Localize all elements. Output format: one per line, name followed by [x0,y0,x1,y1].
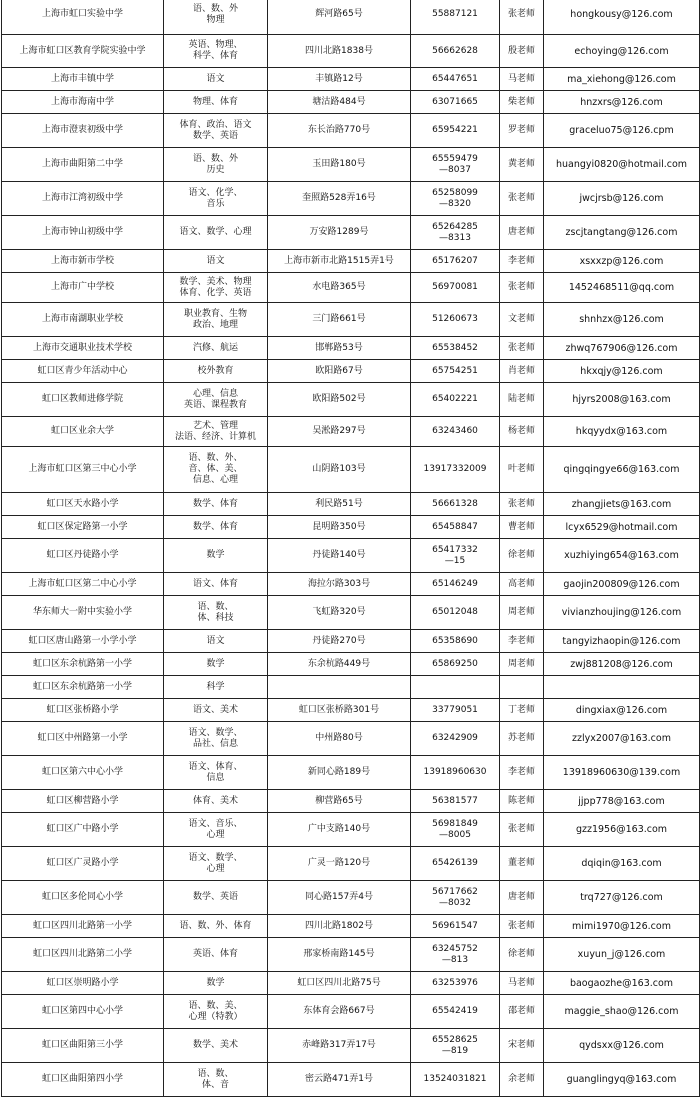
address-cell: 丹徒路270号 [268,630,411,653]
subjects-cell: 语文、美术 [164,699,268,722]
address-cell: 欧阳路502号 [268,383,411,417]
subjects-cell: 汽修、航运 [164,337,268,360]
table-row [2,847,700,881]
email-cell[interactable]: 13918960630@139.com [544,756,700,790]
address-cell: 四川北路1802号 [268,915,411,938]
table-row [2,148,700,182]
contact-cell: 陈老师 [500,790,544,813]
address-cell: 东体育会路667号 [268,995,411,1029]
table-row [2,1029,700,1063]
address-cell: 虹口区张桥路301号 [268,699,411,722]
address-cell: 中州路80号 [268,722,411,756]
address-cell: 欧阳路67号 [268,360,411,383]
subjects-cell: 语、数、外、 音、体、美、 信息、心理 [164,447,268,493]
phone-cell: 65146249 [411,573,500,596]
phone-cell: 56662628 [411,35,500,68]
table-row [2,881,700,915]
phone-cell: 65542419 [411,995,500,1029]
contact-cell: 唐老师 [500,216,544,250]
address-cell: 丰镇路12号 [268,68,411,91]
phone-cell: 65458847 [411,516,500,539]
table-row [2,915,700,938]
subjects-cell: 物理、体育 [164,91,268,114]
contact-cell: 张老师 [500,493,544,516]
email-cell[interactable]: zscjtangtang@126.com [544,216,700,250]
table-row [2,596,700,630]
contact-cell: 李老师 [500,250,544,273]
subjects-cell: 语文 [164,250,268,273]
school-name-cell: 华东师大一附中实验小学 [2,596,164,630]
contact-cell: 肖老师 [500,360,544,383]
subjects-cell: 语文、数学、 心理 [164,847,268,881]
address-cell: 四川北路1838号 [268,35,411,68]
phone-cell: 63243460 [411,417,500,447]
address-cell: 虹口区四川北路75号 [268,972,411,995]
table-row [2,938,700,972]
email-cell[interactable]: zwj881208@126.com [544,653,700,676]
email-cell[interactable] [544,676,700,699]
table-row [2,813,700,847]
table-row [2,699,700,722]
email-cell[interactable]: shnhzx@126.com [544,303,700,337]
contact-cell: 宋老师 [500,1029,544,1063]
address-cell: 柳营路65号 [268,790,411,813]
table-row [2,114,700,148]
contact-cell: 马老师 [500,68,544,91]
address-cell: 东长治路770号 [268,114,411,148]
school-name-cell: 虹口区业余大学 [2,417,164,447]
email-cell[interactable]: hnzxrs@126.com [544,91,700,114]
school-name-cell: 虹口区唐山路第一小学小学 [2,630,164,653]
email-cell[interactable]: zhwq767906@126.com [544,337,700,360]
subjects-cell: 数学、体育 [164,493,268,516]
school-name-cell: 上海市虹口区第三中心小学 [2,447,164,493]
contact-cell: 张老师 [500,273,544,303]
school-name-cell: 虹口区保定路第一小学 [2,516,164,539]
email-cell[interactable]: trq727@126.com [544,881,700,915]
email-cell[interactable]: 1452468511@qq.com [544,273,700,303]
address-cell: 邯郸路53号 [268,337,411,360]
email-cell[interactable]: qingqingye66@163.com [544,447,700,493]
contact-cell: 罗老师 [500,114,544,148]
email-cell[interactable]: hkxqjy@126.com [544,360,700,383]
contact-cell: 周老师 [500,653,544,676]
school-contact-table [1,0,700,1097]
address-cell: 万安路1289号 [268,216,411,250]
phone-cell: 13917332009 [411,447,500,493]
subjects-cell: 语、数、美、 心理（特教） [164,995,268,1029]
contact-cell [500,676,544,699]
table-row [2,790,700,813]
subjects-cell: 语文、化学、 音乐 [164,182,268,216]
address-cell: 昆明路350号 [268,516,411,539]
email-cell[interactable]: vivianzhoujing@126.com [544,596,700,630]
subjects-cell: 数学、美术、物理 体育、化学、英语 [164,273,268,303]
address-cell: 吴淞路297号 [268,417,411,447]
school-name-cell: 虹口区曲阳第三小学 [2,1029,164,1063]
phone-cell: 55887121 [411,0,500,35]
table-row [2,722,700,756]
table-row [2,995,700,1029]
address-cell: 水电路365号 [268,273,411,303]
table-row [2,447,700,493]
school-name-cell: 上海市新市学校 [2,250,164,273]
phone-cell: 65264285 —8313 [411,216,500,250]
phone-cell: 65528625 —819 [411,1029,500,1063]
address-cell: 邢家桥南路145号 [268,938,411,972]
email-cell[interactable]: mimi1970@126.com [544,915,700,938]
subjects-cell: 校外教育 [164,360,268,383]
email-cell[interactable]: xsxxzp@126.com [544,250,700,273]
address-cell: 同心路157弄4号 [268,881,411,915]
subjects-cell: 语、数、 体、科技 [164,596,268,630]
phone-cell: 65869250 [411,653,500,676]
phone-cell: 56381577 [411,790,500,813]
contact-cell: 张老师 [500,337,544,360]
table-body [2,0,700,1097]
email-cell[interactable]: hongkousy@126.com [544,0,700,35]
table-row [2,539,700,573]
contact-cell: 杨老师 [500,417,544,447]
email-cell[interactable]: ma_xiehong@126.com [544,68,700,91]
school-name-cell: 虹口区张桥路小学 [2,699,164,722]
school-name-cell: 上海市钟山初级中学 [2,216,164,250]
table-row [2,653,700,676]
contact-cell: 曹老师 [500,516,544,539]
email-cell[interactable]: dqiqin@163.com [544,847,700,881]
address-cell: 上海市新市北路1515弄1号 [268,250,411,273]
phone-cell [411,676,500,699]
subjects-cell: 数学 [164,653,268,676]
table-row [2,360,700,383]
phone-cell: 33779051 [411,699,500,722]
subjects-cell: 数学 [164,539,268,573]
phone-cell: 65954221 [411,114,500,148]
address-cell: 丹徒路140号 [268,539,411,573]
school-name-cell: 虹口区天水路小学 [2,493,164,516]
contact-cell: 叶老师 [500,447,544,493]
table-row [2,756,700,790]
table-row [2,972,700,995]
phone-cell: 65012048 [411,596,500,630]
school-name-cell: 虹口区四川北路第二小学 [2,938,164,972]
subjects-cell: 数学、英语 [164,881,268,915]
address-cell: 利民路51号 [268,493,411,516]
subjects-cell: 体育、美术 [164,790,268,813]
phone-cell: 56981849 —8005 [411,813,500,847]
email-cell[interactable]: tangyizhaopin@126.com [544,630,700,653]
school-name-cell: 虹口区崇明路小学 [2,972,164,995]
email-cell[interactable]: echoying@126.com [544,35,700,68]
email-cell[interactable]: baogaozhe@163.com [544,972,700,995]
phone-cell: 63071665 [411,91,500,114]
contact-cell: 张老师 [500,0,544,35]
email-cell[interactable]: guanglingyq@163.com [544,1063,700,1097]
subjects-cell: 语文、数学、心理 [164,216,268,250]
phone-cell: 65447651 [411,68,500,91]
address-cell: 辉河路65号 [268,0,411,35]
table-row [2,1063,700,1097]
address-cell: 三门路661号 [268,303,411,337]
phone-cell: 65417332 —15 [411,539,500,573]
email-cell[interactable]: zzlyx2007@163.com [544,722,700,756]
contact-cell: 张老师 [500,915,544,938]
school-name-cell: 虹口区丹徒路小学 [2,539,164,573]
contact-cell: 苏老师 [500,722,544,756]
phone-cell: 63245752 —813 [411,938,500,972]
subjects-cell: 体育、政治、语文 数学、英语 [164,114,268,148]
phone-cell: 13918960630 [411,756,500,790]
subjects-cell: 数学 [164,972,268,995]
contact-cell: 李老师 [500,630,544,653]
subjects-cell: 语、数、外、体育 [164,915,268,938]
contact-cell: 高老师 [500,573,544,596]
school-name-cell: 虹口区第四中心小学 [2,995,164,1029]
contact-cell: 徐老师 [500,539,544,573]
school-name-cell: 虹口区柳营路小学 [2,790,164,813]
table-row [2,68,700,91]
email-cell[interactable]: qydsxx@126.com [544,1029,700,1063]
table-row [2,303,700,337]
contact-cell: 黄老师 [500,148,544,182]
email-cell[interactable]: dingxiax@126.com [544,699,700,722]
school-name-cell: 虹口区青少年活动中心 [2,360,164,383]
phone-cell: 65538452 [411,337,500,360]
subjects-cell: 数学、体育 [164,516,268,539]
phone-cell: 56717662 —8032 [411,881,500,915]
address-cell: 塘沽路484号 [268,91,411,114]
school-name-cell: 虹口区广中路小学 [2,813,164,847]
subjects-cell: 语文、音乐、 心理 [164,813,268,847]
table-row [2,35,700,68]
table-row [2,182,700,216]
phone-cell: 65426139 [411,847,500,881]
school-name-cell: 虹口区多伦同心小学 [2,881,164,915]
subjects-cell: 语、数、 体、音 [164,1063,268,1097]
address-cell: 密云路471弄1号 [268,1063,411,1097]
email-cell[interactable]: gzz1956@163.com [544,813,700,847]
school-name-cell: 上海市丰镇中学 [2,68,164,91]
address-cell: 东余杭路449号 [268,653,411,676]
phone-cell: 13524031821 [411,1063,500,1097]
email-cell[interactable]: hjyrs2008@163.com [544,383,700,417]
phone-cell: 65176207 [411,250,500,273]
school-name-cell: 虹口区中州路第一小学 [2,722,164,756]
email-cell[interactable]: lcyx6529@hotmail.com [544,516,700,539]
email-cell[interactable]: maggie_shao@126.com [544,995,700,1029]
email-cell[interactable]: hkqyydx@163.com [544,417,700,447]
contact-cell: 陆老师 [500,383,544,417]
email-cell[interactable]: xuzhiying654@163.com [544,539,700,573]
school-name-cell: 虹口区东余杭路第一小学 [2,653,164,676]
phone-cell: 65559479 —8037 [411,148,500,182]
school-name-cell: 上海市澄衷初级中学 [2,114,164,148]
school-name-cell: 上海市广中学校 [2,273,164,303]
contact-cell: 周老师 [500,596,544,630]
contact-cell: 余老师 [500,1063,544,1097]
school-name-cell: 上海市江湾初级中学 [2,182,164,216]
school-name-cell: 上海市南湖职业学校 [2,303,164,337]
email-cell[interactable]: huangyi0820@hotmail.com [544,148,700,182]
email-cell[interactable]: jjpp778@163.com [544,790,700,813]
table-row [2,273,700,303]
phone-cell: 65754251 [411,360,500,383]
table-row [2,216,700,250]
subjects-cell: 艺术、管理 法语、经济、计算机 [164,417,268,447]
school-name-cell: 虹口区曲阳第四小学 [2,1063,164,1097]
subjects-cell: 语文、体育、 信息 [164,756,268,790]
contact-cell: 邵老师 [500,995,544,1029]
email-cell[interactable]: graceluo75@126.cpm [544,114,700,148]
contact-cell: 唐老师 [500,881,544,915]
subjects-cell: 英语、物理、 科学、体育 [164,35,268,68]
address-cell: 广中支路140号 [268,813,411,847]
subjects-cell: 语、数、外 历史 [164,148,268,182]
contact-cell: 李老师 [500,756,544,790]
table-row [2,493,700,516]
phone-cell: 65258099 —8320 [411,182,500,216]
contact-cell: 丁老师 [500,699,544,722]
table-row [2,0,700,35]
subjects-cell: 语文、体育 [164,573,268,596]
table-row [2,630,700,653]
subjects-cell: 语文 [164,68,268,91]
address-cell [268,676,411,699]
school-name-cell: 上海市虹口区第二中心小学 [2,573,164,596]
table-row [2,516,700,539]
school-name-cell: 上海市虹口实验中学 [2,0,164,35]
school-name-cell: 上海市虹口区教育学院实验中学 [2,35,164,68]
phone-cell: 65358690 [411,630,500,653]
school-name-cell: 虹口区第六中心小学 [2,756,164,790]
phone-cell: 63253976 [411,972,500,995]
school-name-cell: 上海市海南中学 [2,91,164,114]
phone-cell: 56970081 [411,273,500,303]
email-cell[interactable]: xuyun_j@126.com [544,938,700,972]
table-row [2,337,700,360]
table-row [2,573,700,596]
email-cell[interactable]: jwcjrsb@126.com [544,182,700,216]
contact-cell: 董老师 [500,847,544,881]
address-cell: 新同心路189号 [268,756,411,790]
contact-cell: 殷老师 [500,35,544,68]
school-name-cell: 虹口区东余杭路第一小学 [2,676,164,699]
contact-cell: 张老师 [500,182,544,216]
phone-cell: 63242909 [411,722,500,756]
address-cell: 玉田路180号 [268,148,411,182]
contact-cell: 文老师 [500,303,544,337]
subjects-cell: 数学、美术 [164,1029,268,1063]
email-cell[interactable]: gaojin200809@126.com [544,573,700,596]
table-row [2,383,700,417]
table-row [2,417,700,447]
school-name-cell: 上海市曲阳第二中学 [2,148,164,182]
address-cell: 奎照路528弄16号 [268,182,411,216]
school-name-cell: 虹口区教师进修学院 [2,383,164,417]
school-name-cell: 虹口区四川北路第一小学 [2,915,164,938]
subjects-cell: 语、数、外 物理 [164,0,268,35]
phone-cell: 65402221 [411,383,500,417]
subjects-cell: 语文 [164,630,268,653]
address-cell: 飞虹路320号 [268,596,411,630]
phone-cell: 56961547 [411,915,500,938]
subjects-cell: 语文、数学、 品社、信息 [164,722,268,756]
table-row [2,676,700,699]
table-row [2,91,700,114]
contact-cell: 张老师 [500,813,544,847]
email-cell[interactable]: zhangjiets@163.com [544,493,700,516]
subjects-cell: 科学 [164,676,268,699]
school-name-cell: 上海市交通职业技术学校 [2,337,164,360]
subjects-cell: 职业教育、生物 政治、地理 [164,303,268,337]
address-cell: 山阴路103号 [268,447,411,493]
contact-cell: 徐老师 [500,938,544,972]
contact-cell: 柴老师 [500,91,544,114]
address-cell: 广灵一路120号 [268,847,411,881]
subjects-cell: 心理、信息 英语、课程教育 [164,383,268,417]
table-row [2,250,700,273]
school-name-cell: 虹口区广灵路小学 [2,847,164,881]
phone-cell: 51260673 [411,303,500,337]
subjects-cell: 英语、体育 [164,938,268,972]
address-cell: 海拉尔路303号 [268,573,411,596]
phone-cell: 56661328 [411,493,500,516]
contact-cell: 马老师 [500,972,544,995]
address-cell: 赤峰路317弄17号 [268,1029,411,1063]
